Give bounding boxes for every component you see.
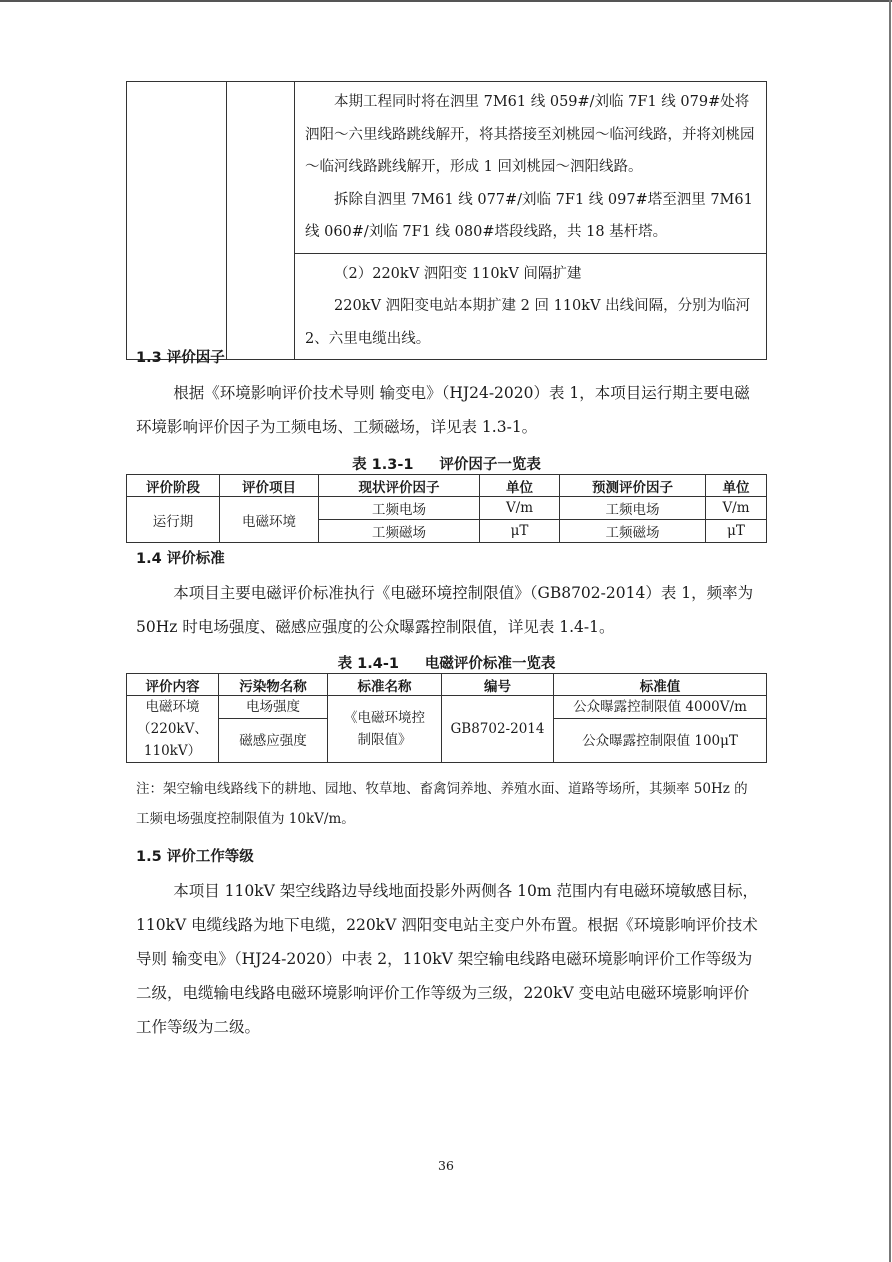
table-caption-number: 表 1.4-1 xyxy=(337,656,399,672)
section-heading-1-5: 1.5 评价工作等级 xyxy=(136,849,254,865)
section-heading-1-4: 1.4 评价标准 xyxy=(136,551,225,567)
empty-cell-col1 xyxy=(127,82,227,360)
header-standard-name: 标准名称 xyxy=(328,674,442,696)
cell-standard-name: 《电磁环境控 制限值》 xyxy=(328,696,442,763)
project-scope-table-continuation xyxy=(126,81,767,360)
cell-unit: V/m xyxy=(480,497,560,520)
evaluation-factors-table xyxy=(126,474,767,543)
header-unit: 单位 xyxy=(706,475,767,497)
section-heading-1-3: 1.3 评价因子 xyxy=(136,350,225,366)
table-row xyxy=(127,696,767,719)
section-1-5-paragraph: 本项目 110kV 架空线路边导线地面投影外两侧各 10m 范围内有电磁环境敏感目标，110kV 电缆线路为地下电缆，220kV 泗阳变电站主变户外布置。根据《环境影响评价技术导则 输变电》（HJ24-2020）中表 2，110kV 架空输电线路电磁环境影响评价工作等级为二级，电缆输电线路电磁环境影响评价工作等级为三级，220kV 变电站电磁环境影响评价工作等级为二级。 xyxy=(136,882,758,1036)
paragraph-bay-title: （2）220kV 泗阳变 110kV 间隔扩建 xyxy=(334,265,582,282)
cell-predicted-factor: 工频磁场 xyxy=(560,520,706,543)
table-caption-number: 表 1.3-1 xyxy=(352,457,414,473)
header-code: 编号 xyxy=(442,674,554,696)
cell-content: 电磁环境 （220kV、 110kV） xyxy=(127,696,219,763)
cell-pollutant: 电场强度 xyxy=(219,696,328,719)
table-caption-title: 电磁评价标准一览表 xyxy=(424,656,556,672)
header-limit: 标准值 xyxy=(554,674,767,696)
section-1-4-paragraph: 本项目主要电磁评价标准执行《电磁环境控制限值》（GB8702-2014）表 1，频率为 50Hz 时电场强度、磁感应强度的公众曝露控制限值，详见表 1.4-1。 xyxy=(136,584,754,636)
page-number: 36 xyxy=(438,1158,454,1173)
table-row xyxy=(127,497,767,520)
header-predicted-factor: 预测评价因子 xyxy=(560,475,706,497)
cell-item: 电磁环境 xyxy=(220,497,319,543)
cell-pollutant: 磁感应强度 xyxy=(219,719,328,763)
top-border xyxy=(0,0,892,2)
paragraph-bay-detail: 220kV 泗阳变电站本期扩建 2 回 110kV 出线间隔，分别为临河 2、六里电缆出线。 xyxy=(305,298,751,347)
table-1-3-1-caption xyxy=(126,453,767,474)
cell-limit: 公众曝露控制限值 4000V/m xyxy=(554,696,767,719)
cell-code: GB8702-2014 xyxy=(442,696,554,763)
cell-unit: V/m xyxy=(706,497,767,520)
header-item: 评价项目 xyxy=(220,475,319,497)
right-border xyxy=(889,0,891,1262)
header-pollutant: 污染物名称 xyxy=(219,674,328,696)
paragraph-reconnection: 本期工程同时将在泗里 7M61 线 059#/刘临 7F1 线 079#处将泗阳～六里线路跳线解开，将其搭接至刘桃园～临河线路，并将刘桃园～临河线路跳线解开，形成 1 回刘桃园～泗阳线路。 xyxy=(305,94,755,175)
cell-unit: μT xyxy=(480,520,560,543)
empty-cell-col2 xyxy=(227,82,295,360)
cell-line-reconnection xyxy=(295,82,767,254)
cell-bay-expansion xyxy=(295,253,767,360)
header-current-factor: 现状评价因子 xyxy=(319,475,480,497)
table-caption-title: 评价因子一览表 xyxy=(439,457,541,473)
emf-standards-table xyxy=(126,673,767,763)
cell-stage: 运行期 xyxy=(127,497,220,543)
header-stage: 评价阶段 xyxy=(127,475,220,497)
header-unit: 单位 xyxy=(480,475,560,497)
cell-predicted-factor: 工频电场 xyxy=(560,497,706,520)
table-note: 注：架空输电线路线下的耕地、园地、牧草地、畜禽饲养地、养殖水面、道路等场所，其频率 50Hz 的工频电场强度控制限值为 10kV/m。 xyxy=(136,781,748,827)
paragraph-demolition: 拆除自泗里 7M61 线 077#/刘临 7F1 线 097#塔至泗里 7M61 线 060#/刘临 7F1 线 080#塔段线路，共 18 基杆塔。 xyxy=(305,191,753,240)
cell-current-factor: 工频磁场 xyxy=(319,520,480,543)
cell-limit: 公众曝露控制限值 100μT xyxy=(554,719,767,763)
section-1-3-paragraph: 根据《环境影响评价技术导则 输变电》（HJ24-2020）表 1，本项目运行期主要电磁环境影响评价因子为工频电场、工频磁场，详见表 1.3-1。 xyxy=(136,384,750,436)
table-1-4-1-caption xyxy=(126,652,767,673)
header-content: 评价内容 xyxy=(127,674,219,696)
cell-current-factor: 工频电场 xyxy=(319,497,480,520)
cell-unit: μT xyxy=(706,520,767,543)
